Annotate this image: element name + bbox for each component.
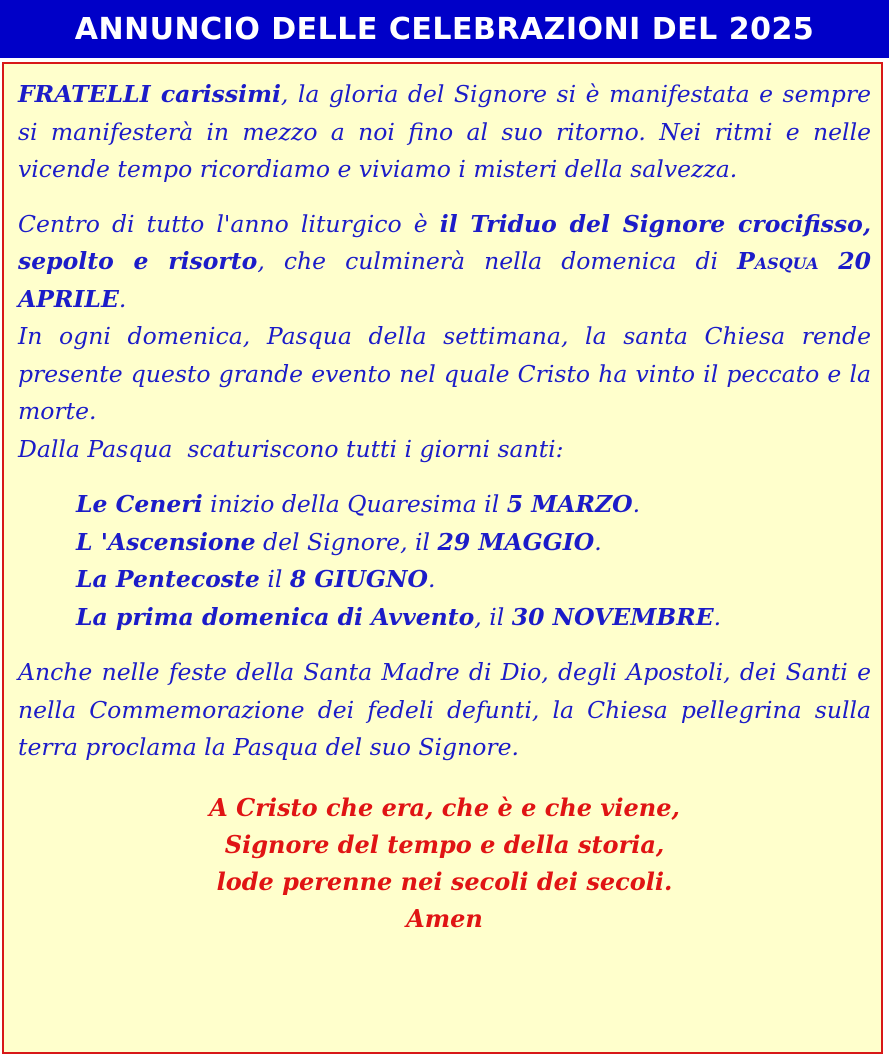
closing-acclamation: [18, 789, 871, 937]
event-date: 5 MARZO: [506, 490, 633, 518]
acclamation-amen: Amen: [406, 903, 483, 933]
page-title: ANNUNCIO DELLE CELEBRAZIONI DEL 2025: [74, 11, 815, 47]
event-ascension: [76, 524, 871, 562]
header-bar: [0, 0, 889, 58]
easter-word: Pasqua: [737, 247, 819, 275]
event-ashes: [76, 486, 871, 524]
holy-days-intro: Dalla Pasqua scaturiscono tutti i giorni santi:: [18, 434, 564, 463]
event-advent: [76, 599, 871, 637]
event-date: 8 GIUGNO: [289, 565, 428, 593]
acclamation-line: lode perenne nei secoli dei secoli.: [216, 866, 673, 896]
triduum-middle: , che culminerà nella domenica di: [257, 247, 738, 275]
triduum-prefix: Centro di tutto l'anno liturgico è: [18, 209, 440, 238]
easter-date: 20 APRILE: [18, 247, 871, 313]
event-pentecost: [76, 561, 871, 599]
announcement-panel: [2, 62, 883, 1054]
intro-paragraph: [18, 76, 871, 189]
event-text: il: [259, 565, 290, 593]
intro-text: , la gloria del Signore si è manifestata e sempre si manifesterà in mezzo a noi fino al suo ritorno. Nei ritmi e nelle vicende tempo ricordiamo e viviamo i misteri della salvezza.: [18, 80, 871, 183]
event-name: Le Ceneri: [76, 490, 203, 518]
event-name: La Pentecoste: [76, 565, 260, 593]
events-list: [18, 486, 871, 636]
event-text: inizio della Quaresima il: [202, 490, 507, 518]
event-name: La prima domenica di Avvento: [76, 602, 475, 631]
acclamation-line: A Cristo che era, che è e che viene,: [209, 792, 680, 822]
acclamation-line: Signore del tempo e della storia,: [224, 829, 665, 859]
event-text: del Signore, il: [255, 527, 438, 556]
triduum-end: .: [118, 284, 127, 313]
event-date: 29 MAGGIO: [437, 527, 595, 556]
event-end: .: [427, 565, 436, 593]
event-text: , il: [474, 602, 512, 631]
intro-lead: FRATELLI carissimi: [18, 80, 281, 108]
sunday-paragraph: In ogni domenica, Pasqua della settimana, la santa Chiesa rende presente questo grande evento nel quale Cristo ha vinto il peccato e la morte.: [18, 322, 871, 425]
event-end: .: [632, 490, 641, 518]
feasts-paragraph: Anche nelle feste della Santa Madre di Dio, degli Apostoli, dei Santi e nella Commemorazione dei fedeli defunti, la Chiesa pellegrina sulla terra proclama la Pasqua del suo Signore.: [18, 658, 871, 761]
triduum-highlight: il Triduo del Signore crocifisso, sepolto e risorto: [18, 209, 872, 275]
triduum-paragraph: [18, 206, 871, 319]
event-date: 30 NOVEMBRE: [511, 602, 714, 631]
event-name: L 'Ascensione: [76, 527, 256, 556]
event-end: .: [713, 602, 722, 631]
event-end: .: [594, 527, 602, 556]
